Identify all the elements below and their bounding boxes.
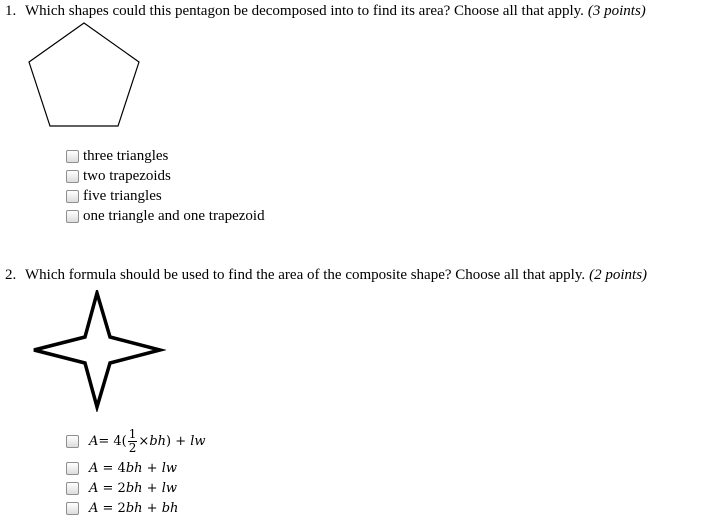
option-formula-1[interactable] (66, 424, 206, 458)
question-number: 1. (5, 3, 17, 19)
question-2-options (66, 424, 206, 518)
checkbox[interactable] (66, 462, 79, 475)
checkbox[interactable] (66, 150, 79, 163)
formula: A = 4bh + lw (89, 460, 177, 476)
option-label: five triangles (83, 187, 162, 204)
question-points: (2 points) (589, 267, 648, 283)
question-text: Which formula should be used to find the area of the composite shape? Choose all that apply. (25, 267, 586, 283)
option-three-triangles[interactable] (66, 146, 265, 166)
checkbox[interactable] (66, 435, 79, 448)
checkbox[interactable] (66, 170, 79, 183)
option-formula-3[interactable] (66, 478, 206, 498)
checkbox[interactable] (66, 482, 79, 495)
option-label: two trapezoids (83, 167, 171, 184)
checkbox[interactable] (66, 190, 79, 203)
option-five-triangles[interactable] (66, 186, 265, 206)
question-1-options (66, 146, 265, 226)
formula: A = 2bh + lw (89, 480, 177, 496)
question-number: 2. (5, 267, 17, 283)
question-points: (3 points) (587, 3, 646, 19)
checkbox[interactable] (66, 210, 79, 223)
question-2-prompt (5, 266, 647, 284)
option-formula-2[interactable] (66, 458, 206, 478)
option-formula-4[interactable] (66, 498, 206, 518)
four-pointed-star-shape (34, 293, 160, 407)
option-label: three triangles (83, 147, 169, 164)
option-two-trapezoids[interactable] (66, 166, 265, 186)
question-1-prompt (5, 2, 646, 20)
checkbox[interactable] (66, 502, 79, 515)
formula: A = 2bh + bh (89, 500, 179, 516)
option-label: one triangle and one trapezoid (83, 207, 265, 224)
option-triangle-and-trapezoid[interactable] (66, 206, 265, 226)
formula: A= 4( $\frac{1}{2}$ ×bh) + lw (89, 426, 206, 455)
pentagon-figure (27, 22, 143, 130)
star-figure (30, 290, 166, 412)
fraction: $\frac{1}{2}$ (128, 426, 137, 455)
question-text: Which shapes could this pentagon be decomposed into to find its area? Choose all that apply. (25, 3, 584, 19)
pentagon-shape (29, 23, 139, 126)
